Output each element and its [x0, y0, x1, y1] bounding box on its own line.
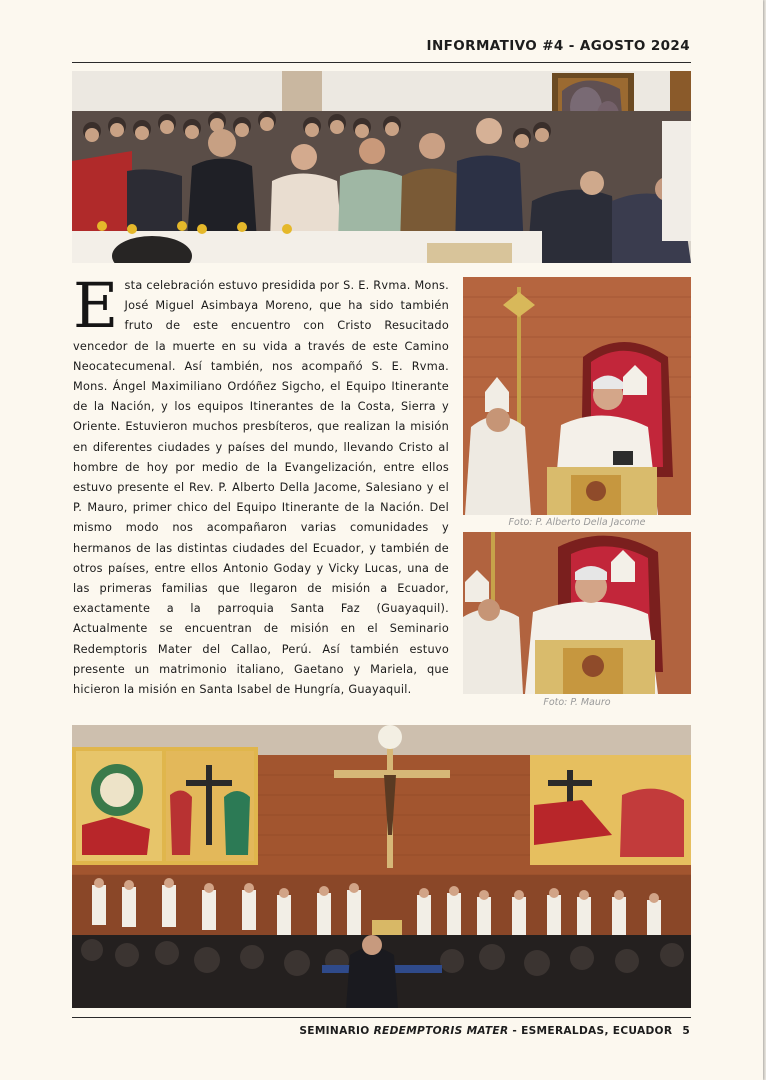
article-text: sta celebración estuvo presidida por S. E. Rvma. Mons. José Miguel Asimbaya Moreno, que ha sido también fruto de este encuentro con Cristo Resucitado vencedor de la muerte en su vida a través de este Camino Neocatecumenal. Así también, nos acompañó S. E. Rvma. Mons. Ángel Maximiliano Ordóñez Sigcho, el Equipo Itinerante de la Nación, y los equipos Itinerantes de la Costa, Sierra y Oriente. Estuvieron muchos presbíteros, que realizan la misión en diferentes ciudades y países del mundo, llevando Cristo al hombre de hoy por medio de la Evangelización, entre ellos estuvo presente el Rev. P. Alberto Della Jacome, Salesiano y el P. Mauro, primer chico del Equipo Itinerante de la Nación. Del mismo modo nos acompañaron varias comunidades y hermanos de las distintas ciudades del Ecuador, y también de otros países, entre ellos Antonio Goday y Vicky Lucas, una de las primeras familias que llegaron de misión a Ecuador, exactamente a la parroquia Santa Faz (Guayaquil). Actualmente se encuentran de misión en el Seminario Redemptoris Mater del Callao, Perú. Así también estuvo presente un matrimonio italiano, Gaetano y Mariela, que hicieron la misión en Santa Isabel de Hungría, Guayaquil.: [73, 279, 449, 697]
footer: [299, 1025, 690, 1037]
photo-priest-lectern: [463, 532, 691, 694]
photo-assembly-hall: [72, 71, 691, 263]
footer-divider: [72, 1017, 691, 1018]
footer-prefix: SEMINARIO: [299, 1025, 374, 1037]
photo-credit-1: Foto: P. Alberto Della Jacome: [508, 517, 646, 528]
drop-cap: E: [73, 269, 119, 342]
header-divider: [72, 62, 691, 63]
article-body: [73, 269, 449, 700]
photo-bishop-lectern: [463, 277, 691, 515]
photo-church-interior: [72, 725, 691, 1008]
header-title: INFORMATIVO #4 - AGOSTO 2024: [426, 38, 690, 54]
footer-seminary-name: REDEMPTORIS MATER: [373, 1025, 509, 1037]
footer-location: - ESMERALDAS, ECUADOR: [508, 1025, 673, 1037]
photo-credit-2: Foto: P. Mauro: [543, 697, 611, 708]
page-number: 5: [682, 1025, 690, 1037]
